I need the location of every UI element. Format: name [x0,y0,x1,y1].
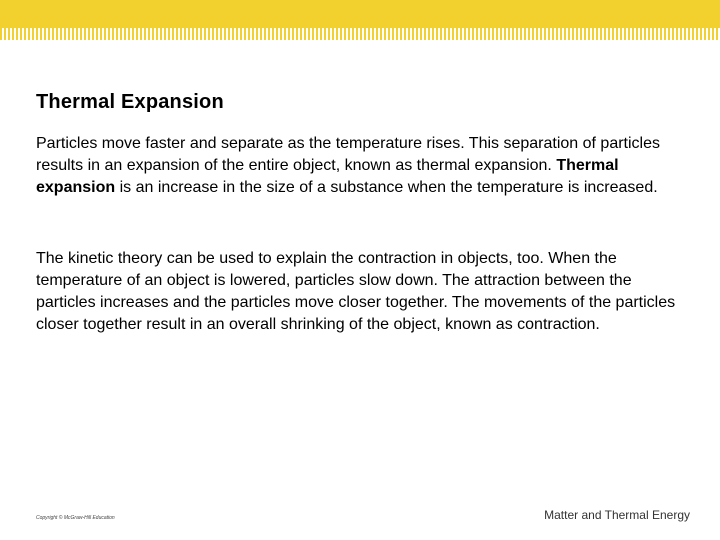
footer-chapter-title: Matter and Thermal Energy [544,508,690,522]
paragraph-contraction: The kinetic theory can be used to explain the contraction in objects, too. When the temperature of an object is lowered, particles slow down. The attraction between the particles increases and the particles move closer together. The movements of the particles closer together result in an overall shrinking of the object, known as contraction. [36,250,676,333]
term-thermal-expansion: Thermal expansion [36,157,619,196]
copyright-notice: Copyright © McGraw-Hill Education [36,515,115,521]
paragraph-thermal-expansion [36,133,686,199]
paragraph-1-text-start: Particles move faster and separate as the temperature rises. This separation of particles results in an expansion of the entire object, known as thermal expansion. [36,135,661,174]
header-stripe-pattern [0,28,720,40]
header-color-band [0,0,720,28]
slide-title: Thermal Expansion [36,91,224,113]
paragraph-1-text-end: is an increase in the size of a substance when the temperature is increased. [115,179,658,196]
